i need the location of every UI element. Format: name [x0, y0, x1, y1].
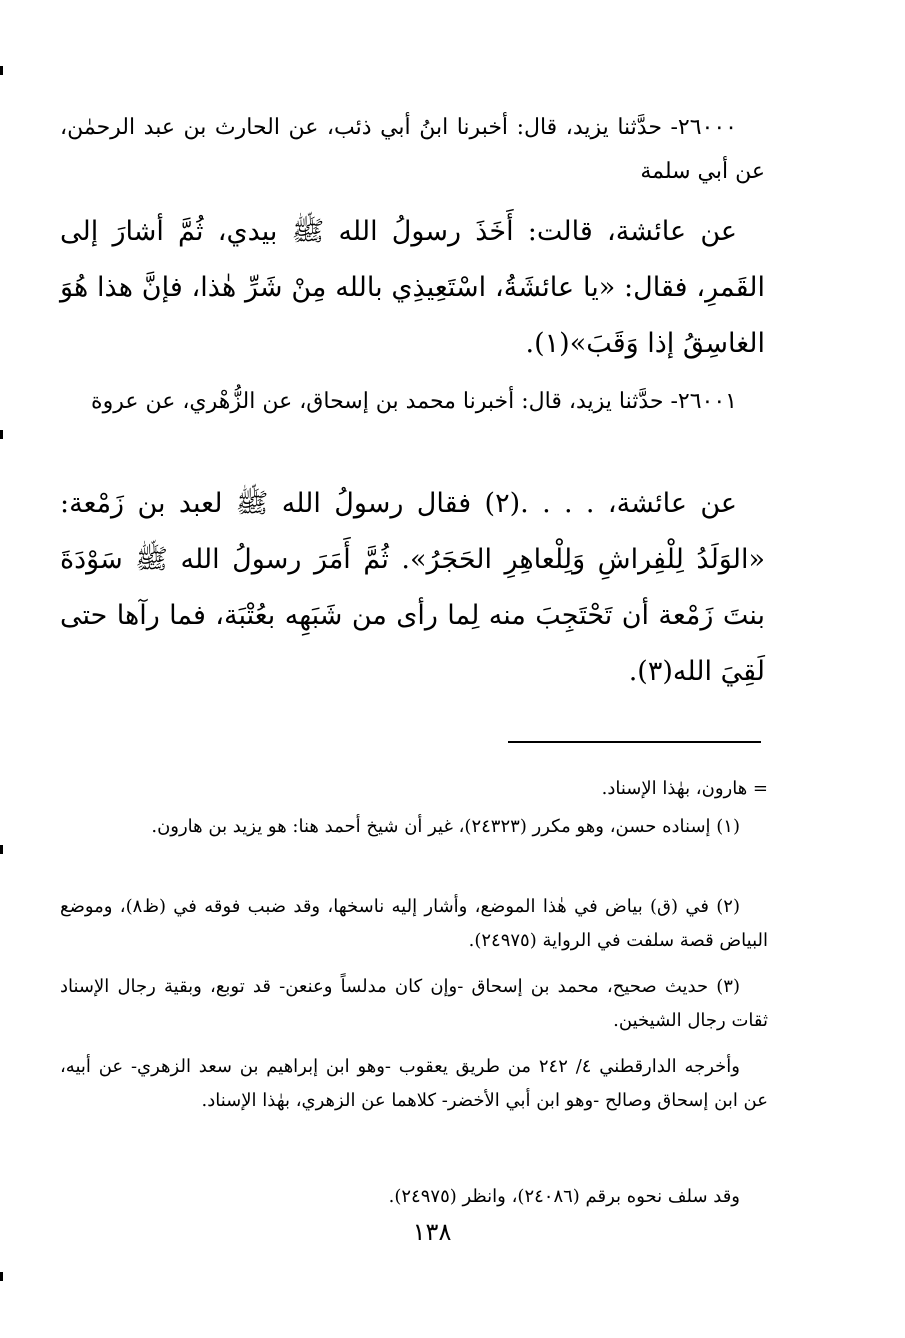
hadith-isnad: ٢٦٠٠٠- حدَّثنا يزيد، قال: أخبرنا ابنُ أبي ذئب، عن الحارث بن عبد الرحمٰن، عن أبي سلمة: [60, 115, 765, 184]
footnote-3-continued: وأخرجه الدارقطني ٤/ ٢٤٢ من طريق يعقوب -وهو ابن إبراهيم بن سعد الزهري- عن أبيه، عن ابن إسحاق وصالح -وهو ابن أبي الأخضر- كلاهما عن الزهري، بهٰذا الإسناد.: [60, 1056, 768, 1111]
footnote-continuation: = هارون، بهٰذا الإسناد.: [601, 778, 768, 799]
hadith-matn: عن عائشة، . . . .(٢) فقال رسولُ الله ﷺ لعبد بن زَمْعة: «الوَلَدُ لِلْفِراشِ وَلِلْعاهِرِ الحَجَرُ». ثُمَّ أَمَرَ رسولُ الله ﷺ سَوْدَةَ بنتَ زَمْعة أن تَحْتَجِبَ منه لِما رأى من شَبَهِه بعُتْبَة، فما رآها حتى لَقِيَ الله(٣).: [60, 488, 765, 687]
hadith-isnad: ٢٦٠٠١- حدَّثنا يزيد، قال: أخبرنا محمد بن إسحاق، عن الزُّهْري، عن عروة: [91, 389, 737, 414]
margin-mark: [0, 845, 3, 854]
margin-mark: [0, 66, 3, 75]
margin-mark: [0, 1272, 3, 1281]
footnote-1: (١) إسناده حسن، وهو مكرر (٢٤٣٢٣)، غير أن شيخ أحمد هنا: هو يزيد بن هارون.: [151, 816, 740, 837]
footnote-3: (٣) حديث صحيح، محمد بن إسحاق -وإن كان مدلساً وعنعن- قد توبع، وبقية رجال الإسناد ثقات رجال الشيخين.: [60, 976, 768, 1031]
margin-mark: [0, 430, 3, 439]
page-number: ١٣٨: [412, 1218, 452, 1246]
footnote-separator: [508, 741, 761, 743]
footnote-2: (٢) في (ق) بياض في هٰذا الموضع، وأشار إليه ناسخها، وقد ضبب فوقه في (ظ٨)، وموضع البياض قصة سلفت في الرواية (٢٤٩٧٥).: [60, 896, 768, 951]
footnote-3-see-also: وقد سلف نحوه برقم (٢٤٠٨٦)، وانظر (٢٤٩٧٥).: [388, 1186, 740, 1207]
hadith-matn: عن عائشة، قالت: أَخَذَ رسولُ الله ﷺ بيدي، ثُمَّ أشارَ إلى القَمرِ، فقال: «يا عائشَةُ، اسْتَعِيذِي بالله مِنْ شَرِّ هٰذا، فإنَّ هذا هُوَ الغاسِقُ إذا وَقَبَ»(١).: [60, 216, 765, 359]
